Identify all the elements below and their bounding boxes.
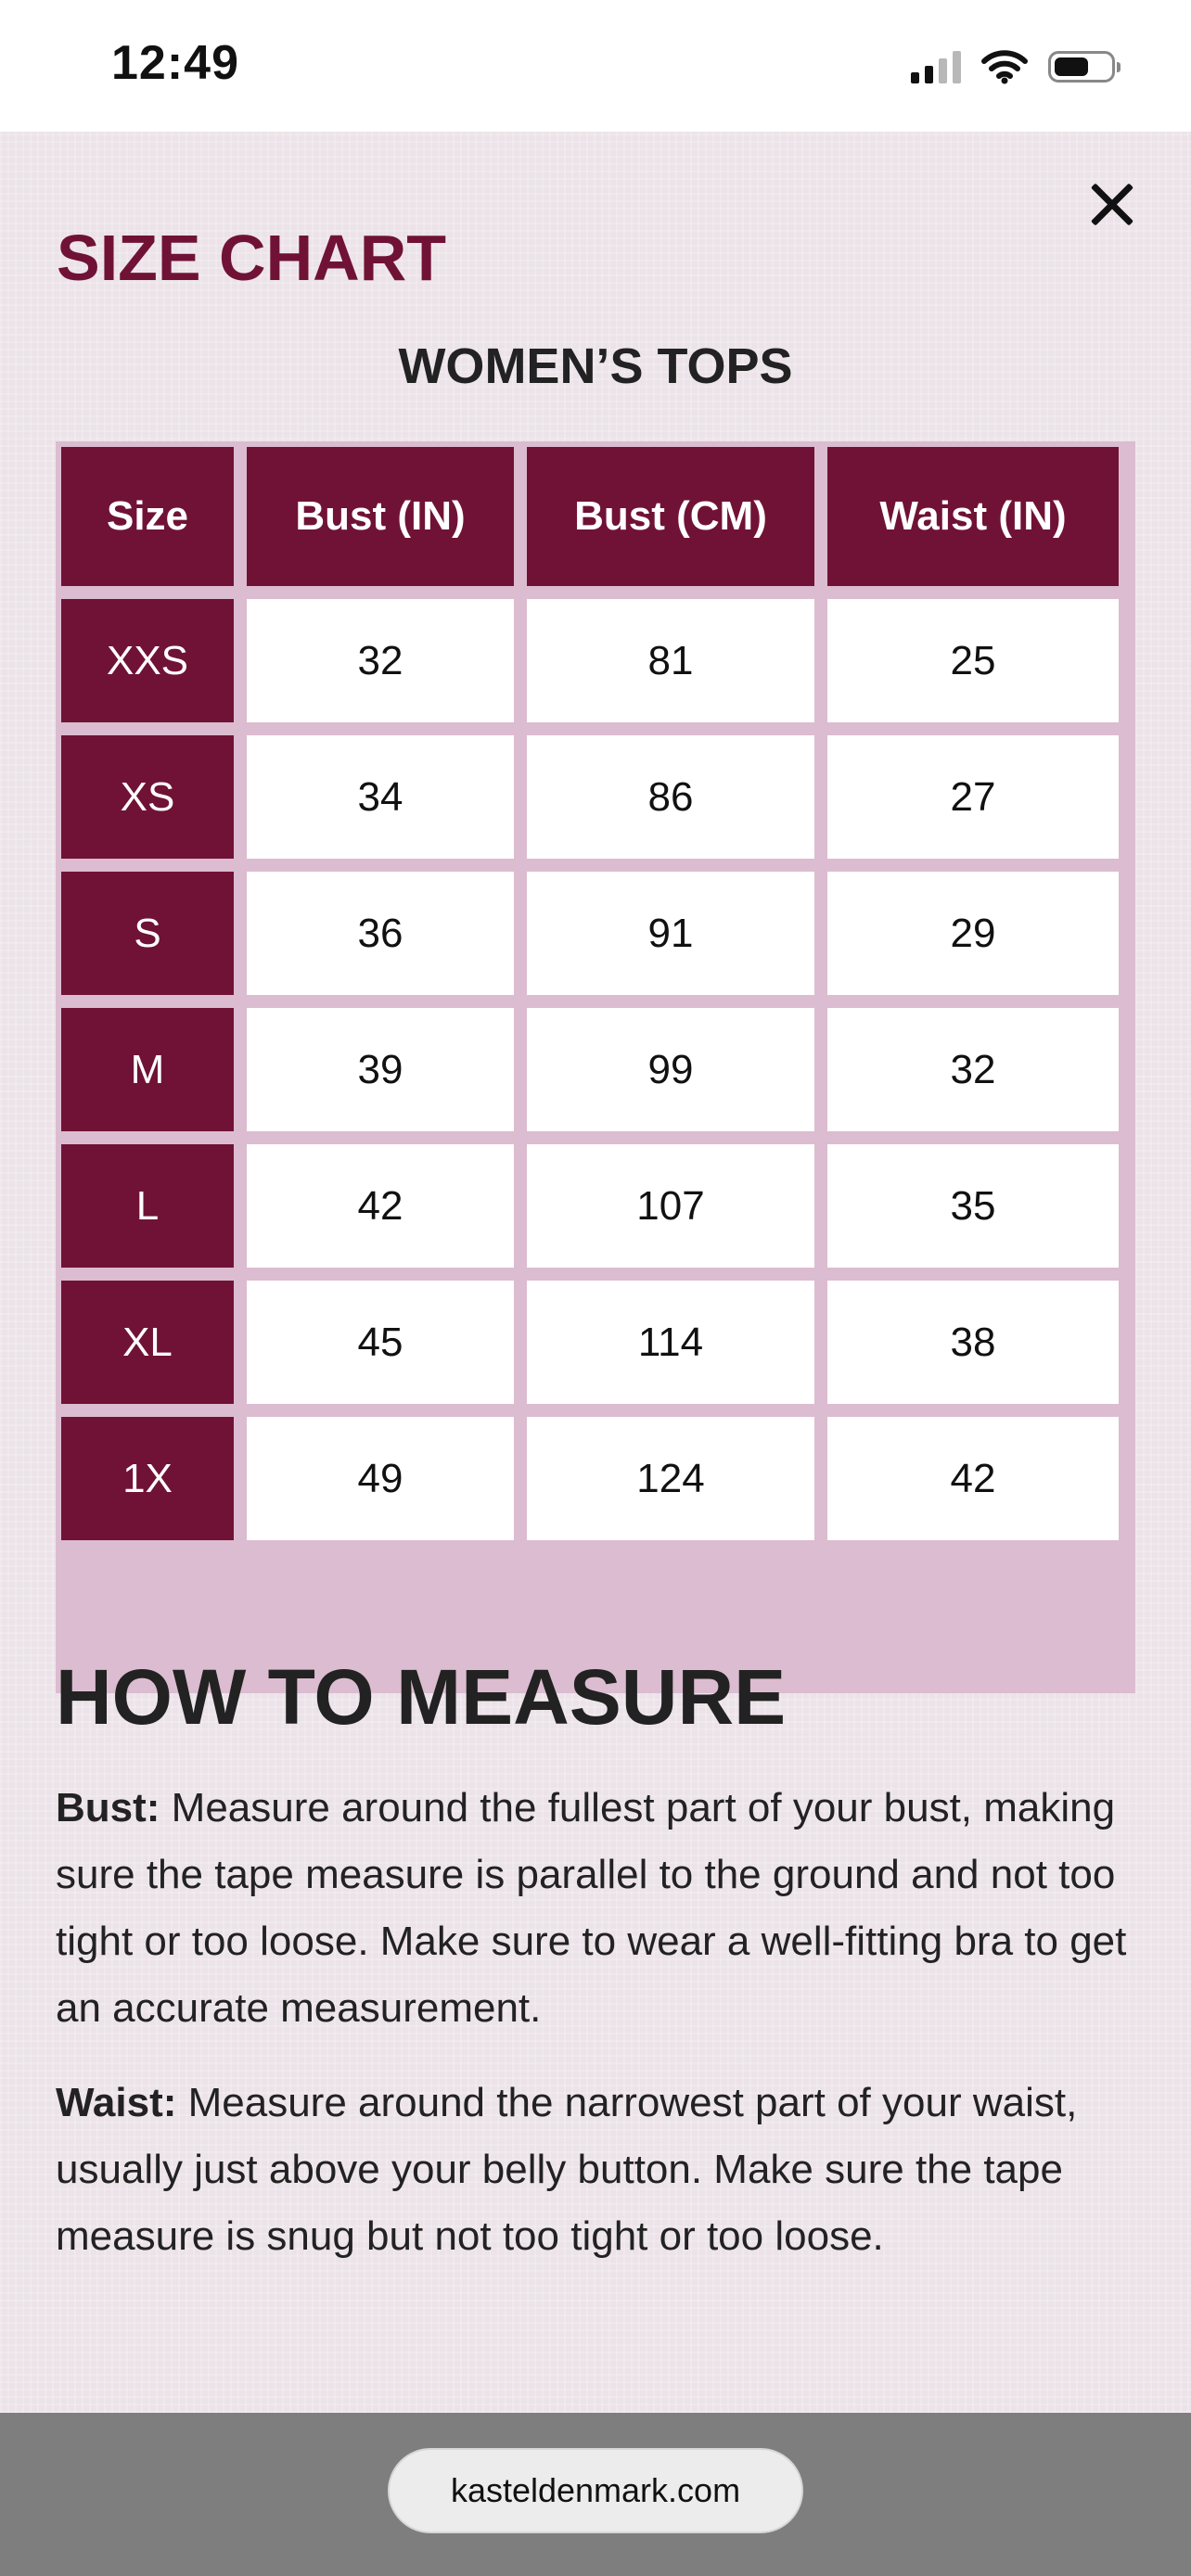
status-icons [911, 46, 1115, 87]
size-cell: L [61, 1144, 234, 1268]
bust-in-cell: 45 [247, 1281, 514, 1404]
size-chart-modal [0, 132, 1191, 2413]
waist-in-cell: 32 [827, 1008, 1119, 1131]
bust-instructions [56, 1775, 1132, 2042]
signal-icon [911, 50, 961, 83]
bust-cm-cell: 91 [527, 872, 814, 995]
bust-in-cell: 32 [247, 599, 514, 722]
bust-cm-cell: 124 [527, 1417, 814, 1540]
table-row [61, 872, 1119, 995]
size-cell: XS [61, 735, 234, 859]
table-row [61, 1417, 1119, 1540]
size-table-frame [56, 441, 1135, 1693]
size-table [48, 434, 1132, 1553]
bust-cm-cell: 114 [527, 1281, 814, 1404]
how-to-measure-heading: HOW TO MEASURE [56, 1653, 787, 1741]
bust-cm-cell: 107 [527, 1144, 814, 1268]
bust-cm-cell: 86 [527, 735, 814, 859]
size-cell: XXS [61, 599, 234, 722]
column-header-size: Size [61, 447, 234, 586]
size-cell: S [61, 872, 234, 995]
waist-in-cell: 25 [827, 599, 1119, 722]
waist-instructions [56, 2070, 1132, 2270]
bust-in-cell: 36 [247, 872, 514, 995]
battery-icon [1048, 51, 1115, 83]
waist-label: Waist: [56, 2080, 177, 2125]
bust-text: Measure around the fullest part of your bust, making sure the tape measure is parallel to the ground and not too tight or too loose. Make sure to wear a well-fitting bra to get an accurate measurement. [56, 1785, 1127, 2031]
table-title: WOMEN’S TOPS [398, 338, 793, 394]
table-header-row [61, 447, 1119, 586]
waist-in-cell: 42 [827, 1417, 1119, 1540]
size-cell: XL [61, 1281, 234, 1404]
column-header-bust-cm: Bust (CM) [527, 447, 814, 586]
table-row [61, 1281, 1119, 1404]
status-bar [0, 0, 1191, 132]
address-bar[interactable]: kasteldenmark.com [388, 2448, 803, 2533]
waist-in-cell: 27 [827, 735, 1119, 859]
column-header-waist-in: Waist (IN) [827, 447, 1119, 586]
waist-in-cell: 29 [827, 872, 1119, 995]
size-cell: M [61, 1008, 234, 1131]
size-cell: 1X [61, 1417, 234, 1540]
bust-in-cell: 49 [247, 1417, 514, 1540]
table-row [61, 1008, 1119, 1131]
bust-label: Bust: [56, 1785, 160, 1830]
wifi-icon [981, 49, 1028, 84]
column-header-bust-in: Bust (IN) [247, 447, 514, 586]
browser-bottom-bar [0, 2413, 1191, 2576]
waist-text: Measure around the narrowest part of your waist, usually just above your belly button. Make sure the tape measure is snug but not too tight or too loose. [56, 2080, 1078, 2259]
close-icon[interactable] [1080, 172, 1145, 237]
bust-cm-cell: 81 [527, 599, 814, 722]
table-row [61, 1144, 1119, 1268]
bust-in-cell: 39 [247, 1008, 514, 1131]
bust-cm-cell: 99 [527, 1008, 814, 1131]
waist-in-cell: 35 [827, 1144, 1119, 1268]
status-time: 12:49 [111, 36, 239, 90]
waist-in-cell: 38 [827, 1281, 1119, 1404]
table-row [61, 735, 1119, 859]
table-row [61, 599, 1119, 722]
modal-title: SIZE CHART [57, 222, 446, 294]
bust-in-cell: 34 [247, 735, 514, 859]
bust-in-cell: 42 [247, 1144, 514, 1268]
